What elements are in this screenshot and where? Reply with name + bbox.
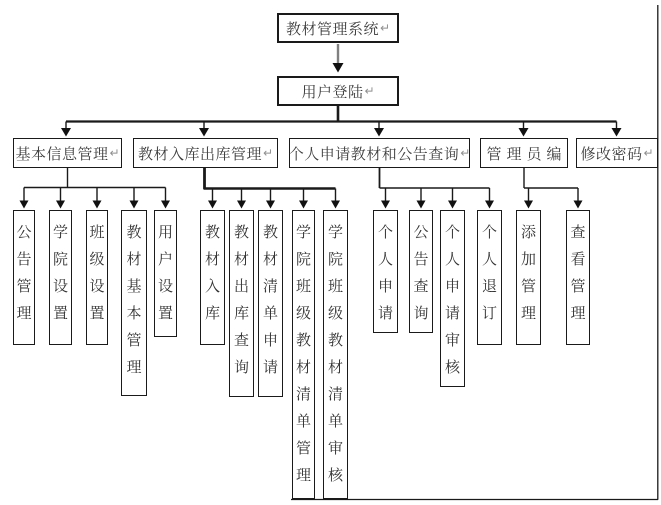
node-user-setting <box>154 210 177 337</box>
node-user-login <box>277 76 399 106</box>
vertical-char: 告 <box>413 251 429 268</box>
return-mark: ↵ <box>460 146 471 160</box>
node-basic-info-management <box>13 138 122 168</box>
vertical-char: 个 <box>481 224 497 241</box>
vertical-char: 教 <box>327 332 343 349</box>
vertical-char: 院 <box>295 251 311 268</box>
vertical-char: 设 <box>157 278 173 295</box>
vertical-char: 管 <box>126 332 142 349</box>
vertical-char: 置 <box>52 305 68 322</box>
vertical-char: 材 <box>126 251 142 268</box>
node-personal-apply <box>373 210 398 333</box>
vertical-char: 级 <box>89 251 105 268</box>
vertical-char: 置 <box>157 305 173 322</box>
vertical-char: 单 <box>295 413 311 430</box>
vertical-char: 公 <box>16 224 32 241</box>
node-label: 基本信息管理 <box>15 145 109 163</box>
vertical-char: 请 <box>262 359 278 376</box>
vertical-char: 申 <box>377 278 393 295</box>
return-mark: ↵ <box>364 84 375 98</box>
vertical-char: 教 <box>126 224 142 241</box>
vertical-char: 申 <box>444 278 460 295</box>
vertical-char: 材 <box>327 359 343 376</box>
return-mark: ↵ <box>643 146 654 160</box>
connector-login-level3 <box>61 106 622 137</box>
connector-personal-children <box>380 168 495 209</box>
node-view-admin <box>566 210 590 345</box>
vertical-char: 班 <box>295 278 311 295</box>
vertical-char: 人 <box>481 251 497 268</box>
connector-inout-children <box>204 168 341 209</box>
vertical-char: 管 <box>570 278 586 295</box>
vertical-char: 户 <box>157 251 173 268</box>
node-class-setting <box>86 210 108 345</box>
return-mark: ↵ <box>262 146 274 160</box>
vertical-char: 单 <box>262 305 278 322</box>
vertical-char: 材 <box>204 251 220 268</box>
node-textbook-outbound-query <box>229 210 254 397</box>
node-textbook-inbound <box>200 210 225 345</box>
vertical-char: 清 <box>327 386 343 403</box>
vertical-char: 院 <box>52 251 68 268</box>
vertical-char: 材 <box>295 359 311 376</box>
node-announcement-query <box>409 210 433 333</box>
node-personal-unsubscribe <box>477 210 502 345</box>
node-administrator-edit <box>480 138 568 168</box>
vertical-char: 询 <box>413 305 429 322</box>
connector-basic-info-children <box>20 168 171 209</box>
vertical-char: 申 <box>262 332 278 349</box>
vertical-char: 添 <box>520 224 536 241</box>
vertical-char: 单 <box>327 413 343 430</box>
node-college-class-textbook-list-management <box>292 210 315 499</box>
vertical-char: 审 <box>327 440 343 457</box>
node-label: 用户登陆 <box>301 83 364 101</box>
return-mark: ↵ <box>109 146 120 160</box>
vertical-char: 基 <box>126 278 142 295</box>
vertical-char: 退 <box>481 278 497 295</box>
vertical-char: 入 <box>204 278 220 295</box>
vertical-char: 人 <box>377 251 393 268</box>
vertical-char: 核 <box>444 359 460 376</box>
vertical-char: 用 <box>157 224 173 241</box>
vertical-char: 管 <box>295 440 311 457</box>
vertical-char: 加 <box>520 251 536 268</box>
vertical-char: 理 <box>570 305 586 322</box>
vertical-char: 教 <box>233 224 249 241</box>
vertical-char: 出 <box>233 278 249 295</box>
node-label: 教材入库出库管理 <box>137 145 262 163</box>
node-label: 教材管理系统 <box>285 20 379 38</box>
vertical-char: 本 <box>126 305 142 322</box>
vertical-char: 查 <box>570 224 586 241</box>
vertical-char: 告 <box>16 251 32 268</box>
vertical-char: 教 <box>262 224 278 241</box>
vertical-char: 级 <box>295 305 311 322</box>
vertical-char: 个 <box>444 224 460 241</box>
vertical-char: 设 <box>89 278 105 295</box>
node-change-password <box>576 138 658 168</box>
vertical-char: 管 <box>520 278 536 295</box>
vertical-char: 材 <box>233 251 249 268</box>
node-add-admin <box>516 210 541 345</box>
vertical-char: 院 <box>327 251 343 268</box>
vertical-char: 询 <box>233 359 249 376</box>
node-announcement-management <box>13 210 35 345</box>
vertical-char: 学 <box>52 224 68 241</box>
vertical-char: 请 <box>377 305 393 322</box>
vertical-char: 查 <box>233 332 249 349</box>
return-mark: ↵ <box>379 21 391 35</box>
vertical-char: 清 <box>262 278 278 295</box>
vertical-char: 理 <box>16 305 32 322</box>
vertical-char: 级 <box>327 305 343 322</box>
vertical-char: 理 <box>126 359 142 376</box>
vertical-char: 订 <box>481 305 497 322</box>
vertical-char: 教 <box>295 332 311 349</box>
connector-admin-children <box>524 167 583 209</box>
vertical-char: 核 <box>327 467 343 484</box>
vertical-char: 请 <box>444 305 460 322</box>
vertical-char: 教 <box>204 224 220 241</box>
node-textbook-basic-management <box>121 210 147 396</box>
vertical-char: 设 <box>52 278 68 295</box>
vertical-char: 理 <box>520 305 536 322</box>
vertical-char: 审 <box>444 332 460 349</box>
node-personal-apply-audit <box>440 210 465 387</box>
node-textbook-list-request <box>258 210 283 397</box>
vertical-char: 学 <box>327 224 343 241</box>
node-label: 修改密码 <box>580 145 643 163</box>
vertical-char: 人 <box>444 251 460 268</box>
vertical-char: 个 <box>377 224 393 241</box>
vertical-char: 材 <box>262 251 278 268</box>
node-textbook-inout-warehouse-management <box>133 138 278 168</box>
node-label: 个人申请教材和公告查询 <box>288 145 460 163</box>
node-textbook-management-system <box>277 13 399 43</box>
vertical-char: 库 <box>233 305 249 322</box>
node-college-setting <box>49 210 72 345</box>
node-label: 管理员编 <box>486 145 567 163</box>
vertical-char: 清 <box>295 386 311 403</box>
vertical-char: 库 <box>204 305 220 322</box>
vertical-char: 理 <box>295 467 311 484</box>
node-college-class-textbook-list-audit <box>323 210 348 499</box>
vertical-char: 看 <box>570 251 586 268</box>
vertical-char: 置 <box>89 305 105 322</box>
connector-root-login <box>333 44 344 73</box>
vertical-char: 查 <box>413 278 429 295</box>
vertical-char: 公 <box>413 224 429 241</box>
vertical-char: 班 <box>327 278 343 295</box>
vertical-char: 管 <box>16 278 32 295</box>
vertical-char: 班 <box>89 224 105 241</box>
node-personal-apply-and-announcement-query <box>289 138 470 168</box>
vertical-char: 学 <box>295 224 311 241</box>
